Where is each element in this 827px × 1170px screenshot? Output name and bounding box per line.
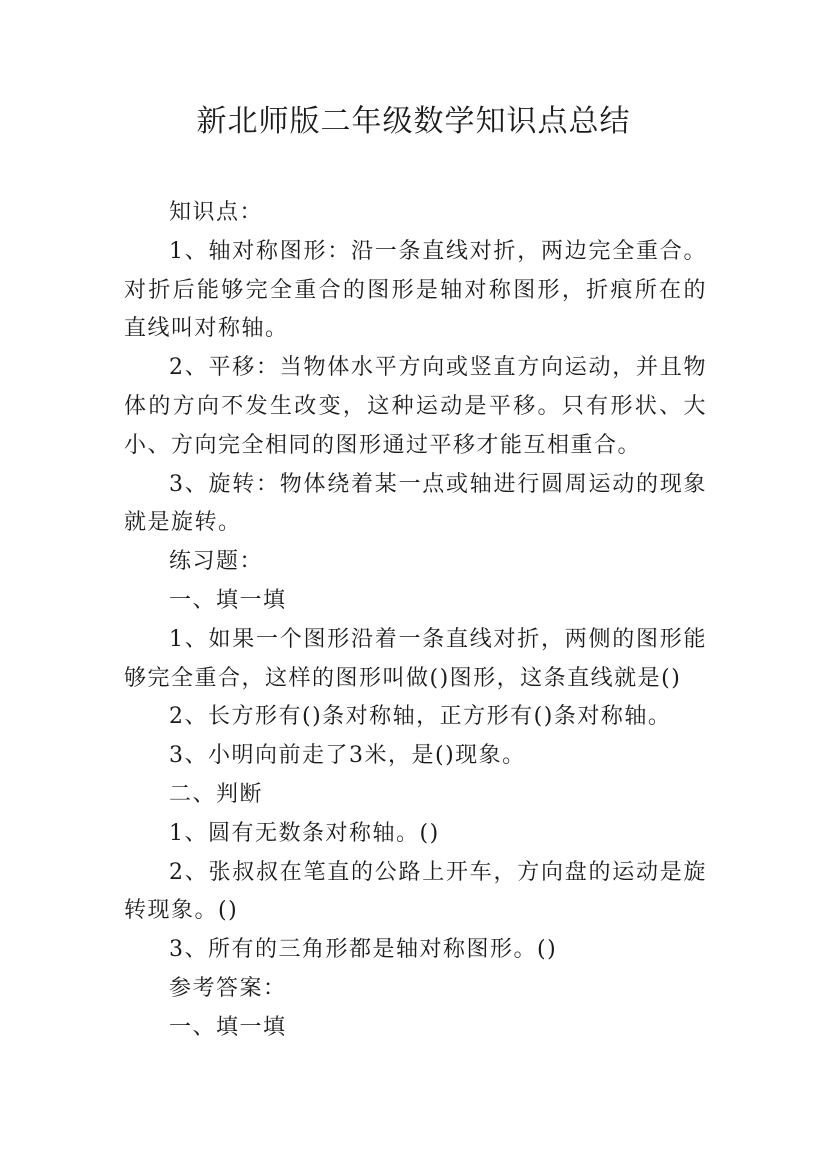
paragraph-judge-3: 3、所有的三角形都是轴对称图形。(): [169, 937, 558, 963]
paragraph-fill-in-2: 2、长方形有()条对称轴，正方形有()条对称轴。: [169, 704, 672, 730]
document-body: [124, 194, 707, 1048]
paragraph-judge-1: 1、圆有无数条对称轴。(): [169, 820, 440, 846]
document-title: 新北师版二年级数学知识点总结: [196, 104, 631, 139]
paragraph-translation: 2、平移：当物体水平方向或竖直方向运动，并且物体的方向不发生改变，这种运动是平移。只有形状、大小、方向完全相同的图形通过平移才能互相重合。: [124, 355, 707, 458]
paragraph-exercises-heading: 练习题：: [169, 549, 264, 575]
paragraph-knowledge-heading: 知识点：: [169, 200, 264, 225]
paragraph-rotation: 3、旋转：物体绕着某一点或轴进行圆周运动的现象就是旋转。: [124, 471, 707, 536]
paragraph-answers-heading: 参考答案：: [169, 975, 287, 1001]
paragraph-fill-in-1: 1、如果一个图形沿着一条直线对折，两侧的图形能够完全重合，这样的图形叫做()图形，这条直线就是(): [124, 626, 707, 691]
paragraph-judge-heading: 二、判断: [169, 781, 264, 807]
paragraph-fill-in-heading: 一、填一填: [169, 587, 287, 613]
paragraph-judge-2: 2、张叔叔在笔直的公路上开车，方向盘的运动是旋转现象。(): [124, 859, 707, 924]
paragraph-answers-fill-in-heading: 一、填一填: [169, 1014, 287, 1040]
paragraph-fill-in-3: 3、小明向前走了3米，是()现象。: [169, 743, 526, 769]
paragraph-axis-symmetry: 1、轴对称图形：沿一条直线对折，两边完全重合。对折后能够完全重合的图形是轴对称图形，折痕所在的直线叫对称轴。: [124, 238, 707, 342]
